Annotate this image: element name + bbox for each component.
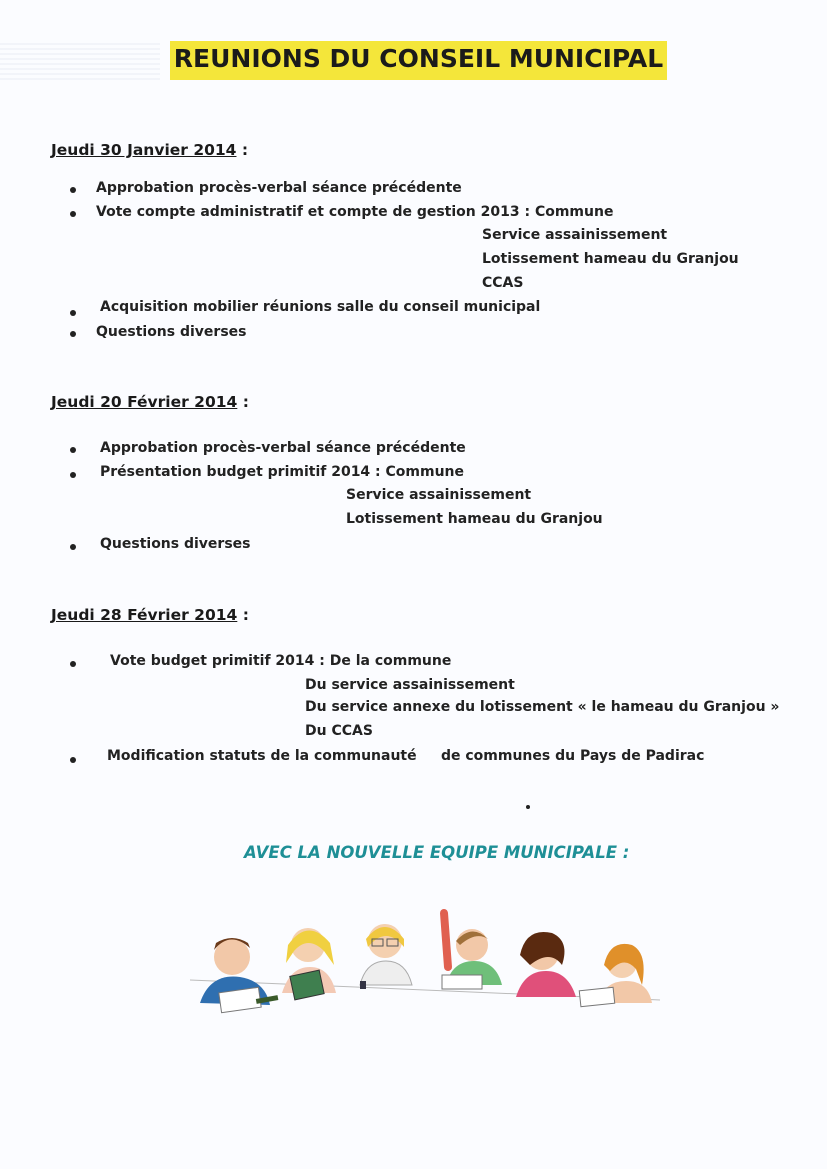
agenda-item: Vote compte administratif et compte de gestion 2013 : Commune — [96, 204, 614, 220]
agenda-item: Questions diverses — [100, 536, 251, 552]
agenda-item: Approbation procès-verbal séance précédente — [100, 440, 466, 456]
meeting-date: Jeudi 20 Février 2014 — [51, 393, 238, 411]
bullet — [70, 187, 76, 193]
agenda-item: Acquisition mobilier réunions salle du conseil municipal — [100, 299, 541, 315]
agenda-sub-item: CCAS — [482, 275, 524, 291]
bullet — [70, 447, 76, 453]
stray-dot — [526, 805, 530, 809]
meeting-date: Jeudi 28 Février 2014 — [51, 606, 238, 624]
bullet — [70, 661, 76, 667]
bullet — [70, 472, 76, 478]
agenda-sub-item: Lotissement hameau du Granjou — [346, 511, 603, 527]
agenda-sub-item: Du service annexe du lotissement « le hameau du Granjou » — [305, 699, 780, 715]
agenda-item: Présentation budget primitif 2014 : Commune — [100, 464, 465, 480]
children-at-table-illustration — [190, 905, 670, 1030]
meeting-heading-3: Jeudi 28 Février 2014 : — [51, 606, 249, 624]
page-title: REUNIONS DU CONSEIL MUNICIPAL — [173, 44, 664, 73]
agenda-item: Questions diverses — [96, 324, 247, 340]
child-2-figure — [282, 928, 336, 1000]
bullet — [70, 310, 76, 316]
child-1-figure — [200, 938, 278, 1013]
meeting-date: Jeudi 30 Janvier 2014 — [51, 141, 237, 159]
child-4-figure — [442, 913, 502, 989]
agenda-sub-item: Service assainissement — [482, 227, 668, 243]
agenda-item: Vote budget primitif 2014 : De la commune — [110, 653, 452, 669]
subtitle: AVEC LA NOUVELLE EQUIPE MUNICIPALE : — [244, 843, 630, 862]
child-6-figure — [579, 944, 652, 1007]
meeting-heading-2: Jeudi 20 Février 2014 : — [51, 393, 249, 411]
bullet — [70, 757, 76, 763]
bullet — [70, 331, 76, 337]
scan-artifact — [0, 40, 160, 80]
meeting-heading-1: Jeudi 30 Janvier 2014 : — [51, 141, 249, 159]
agenda-sub-item: Service assainissement — [346, 487, 532, 503]
child-5-figure — [516, 932, 576, 997]
agenda-item: Modification statuts de la communauté de communes du Pays de Padirac — [107, 748, 705, 764]
agenda-sub-item: Lotissement hameau du Granjou — [482, 251, 739, 267]
bullet — [70, 544, 76, 550]
agenda-sub-item: Du CCAS — [305, 723, 373, 739]
agenda-sub-item: Du service assainissement — [305, 677, 515, 693]
agenda-item: Approbation procès-verbal séance précédente — [96, 180, 462, 196]
child-3-figure — [360, 924, 412, 989]
bullet — [70, 211, 76, 217]
